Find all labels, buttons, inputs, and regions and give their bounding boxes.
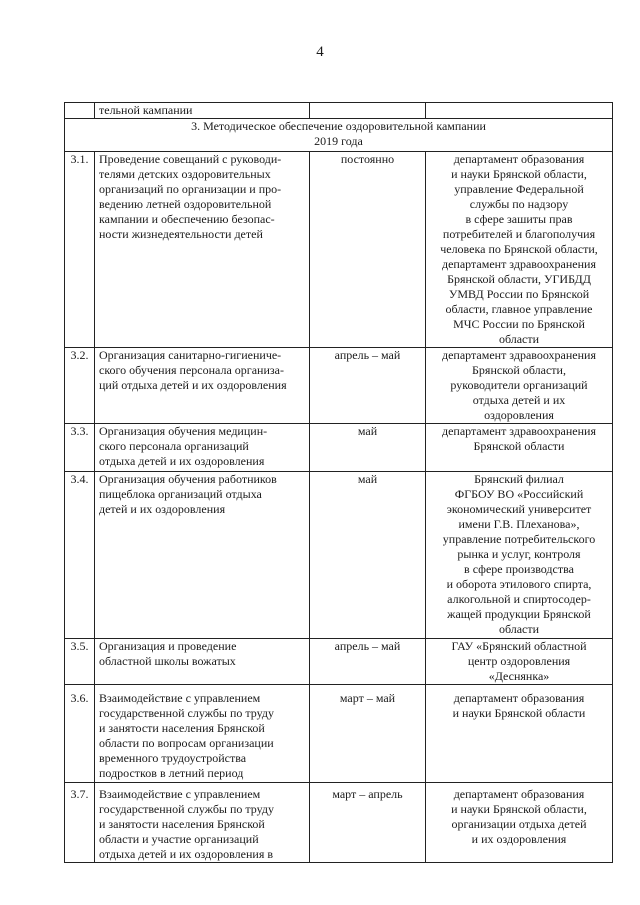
row-number: 3.2. xyxy=(65,348,95,424)
row-action: тельной кампании xyxy=(95,103,310,119)
table-row xyxy=(65,783,613,863)
row-number: 3.4. xyxy=(65,472,95,639)
row-responsible: ГАУ «Брянский областной центр оздоровления «Деснянка» xyxy=(426,639,613,685)
row-responsible: департамент образования и науки Брянской области, организации отдыха детей и их оздоровления xyxy=(426,783,613,863)
section-header-row xyxy=(65,119,613,152)
row-action: Взаимодействие с управлением государственной службы по труду и занятости населения Брянской области и участие организаций отдыха детей и их оздоровления в xyxy=(95,783,310,863)
row-term: май xyxy=(310,424,426,472)
row-number: 3.7. xyxy=(65,783,95,863)
row-responsible xyxy=(426,103,613,119)
row-responsible: департамент образования и науки Брянской области, управление Федеральной службы по надзору в сфере зашиты прав потребителей и благополучия человека по Брянской области, департамент здравоохранения Брянской области, УГИБДД УМВД России по Брянской области, главное управление МЧС России по Брянской области xyxy=(426,152,613,348)
row-responsible: департамент образования и науки Брянской области xyxy=(426,685,613,783)
page-number: 4 xyxy=(316,44,324,60)
table-row xyxy=(65,685,613,783)
table-row xyxy=(65,424,613,472)
table-row xyxy=(65,348,613,424)
row-term: май xyxy=(310,472,426,639)
row-action: Организация и проведение областной школы вожатых xyxy=(95,639,310,685)
row-term: апрель – май xyxy=(310,348,426,424)
table-row xyxy=(65,639,613,685)
row-responsible: департамент здравоохранения Брянской области xyxy=(426,424,613,472)
row-number: 3.5. xyxy=(65,639,95,685)
row-number: 3.1. xyxy=(65,152,95,348)
section-title: 3. Методическое обеспечение оздоровительной кампании 2019 года xyxy=(65,119,613,152)
row-term: апрель – май xyxy=(310,639,426,685)
table-row-continuation xyxy=(65,103,613,119)
row-action: Взаимодействие с управлением государственной службы по труду и занятости населения Брянской области по вопросам организации временного трудоустройства подростков в летний период xyxy=(95,685,310,783)
table-row xyxy=(65,152,613,348)
row-term: март – май xyxy=(310,685,426,783)
row-action: Проведение совещаний с руководи- телями детских оздоровительных организаций по организации и про- ведению летней оздоровительной кампании и обеспечению безопас- ности жизнедеятельности детей xyxy=(95,152,310,348)
row-term: март – апрель xyxy=(310,783,426,863)
plan-table xyxy=(64,102,613,863)
row-number: 3.3. xyxy=(65,424,95,472)
row-number xyxy=(65,103,95,119)
row-responsible: департамент здравоохранения Брянской области, руководители организаций отдыха детей и их оздоровления xyxy=(426,348,613,424)
table-row xyxy=(65,472,613,639)
row-action: Организация санитарно-гигиениче- ского обучения персонала организа- ций отдыха детей и их оздоровления xyxy=(95,348,310,424)
row-action: Организация обучения медицин- ского персонала организаций отдыха детей и их оздоровления xyxy=(95,424,310,472)
row-term xyxy=(310,103,426,119)
row-number: 3.6. xyxy=(65,685,95,783)
row-responsible: Брянский филиал ФГБОУ ВО «Российский экономический университет имени Г.В. Плеханова», управление потребительского рынка и услуг, контроля в сфере производства и оборота этилового спирта, алкогольной и спиртосодер- жащей продукции Брянской области xyxy=(426,472,613,639)
row-action: Организация обучения работников пищеблока организаций отдыха детей и их оздоровления xyxy=(95,472,310,639)
row-term: постоянно xyxy=(310,152,426,348)
